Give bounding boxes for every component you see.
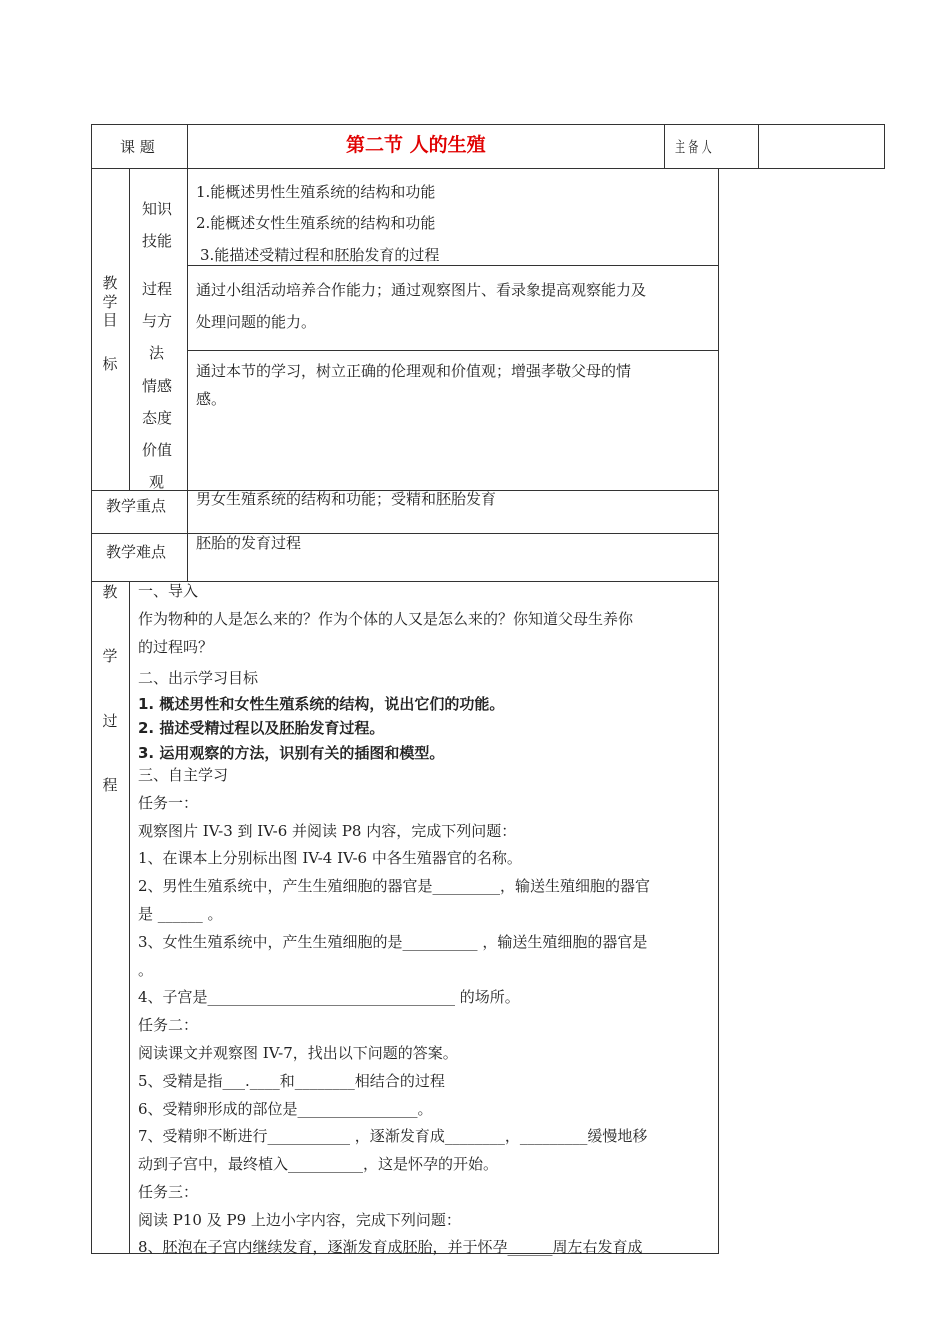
process-line: 二、出示学习目标 (138, 669, 259, 687)
process-line: 6、受精卵形成的部位是________________。 (138, 1100, 433, 1118)
process-line: 2、男性生殖系统中，产生生殖细胞的器官是_________，输送生殖细胞的器官 (138, 877, 651, 895)
process-line: 是 ______ 。 (138, 905, 223, 923)
process-line: 阅读课文并观察图 IV-7，找出以下问题的答案。 (138, 1044, 458, 1062)
process-line: 7、受精卵不断进行___________ ，逐渐发育成________，_________缓慢地移 (138, 1127, 648, 1145)
knowledge-item: 2.能概述女性生殖系统的结构和功能 (196, 214, 436, 232)
process-line: 任务一： (138, 794, 199, 812)
process-line: 三、自主学习 (138, 766, 229, 784)
process-line: 任务三： (138, 1183, 199, 1201)
process-line: 阅读 P10 及 P9 上边小字内容，完成下列问题： (138, 1211, 461, 1229)
process-line: 3、女性生殖系统中，产生生殖细胞的是__________ ，输送生殖细胞的器官是 (138, 933, 648, 951)
process-line: 1. 概述男性和女性生殖系统的结构，说出它们的功能。 (138, 695, 505, 713)
process-line: 8、胚泡在子宫内继续发育，逐渐发育成胚胎，并于怀孕______周左右发育成 (138, 1238, 643, 1256)
knowledge-item: 3.能描述受精过程和胚胎发育的过程 (200, 246, 440, 264)
process-line: 任务二： (138, 1016, 199, 1034)
knowledge-item: 1.能概述男性生殖系统的结构和功能 (196, 183, 436, 201)
process-line: 。 (138, 961, 154, 979)
key-points-label: 教学重点 (106, 497, 167, 515)
process-line: 2. 描述受精过程以及胚胎发育过程。 (138, 719, 385, 737)
process-line: 动到子宫中，最终植入__________，这是怀孕的开始。 (138, 1155, 499, 1173)
process-line: 5、受精是指___.____和________相结合的过程 (138, 1072, 445, 1090)
difficult-points-label: 教学难点 (106, 543, 167, 561)
topic-label: 课 题 (120, 138, 155, 156)
process-line: 3. 运用观察的方法，识别有关的插图和模型。 (138, 744, 445, 762)
process-line: 作为物种的人是怎么来的？作为个体的人又是怎么来的？你知道父母生养你 (138, 610, 634, 628)
preparer-label: 主 备 人 (675, 138, 712, 156)
process-line: 观察图片 IV-3 到 IV-6 并阅读 P8 内容，完成下列问题： (138, 822, 517, 840)
process-line: 一、导入 (138, 582, 199, 600)
page-title: 第二节 人的生殖 (346, 134, 486, 156)
difficult-points-text: 胚胎的发育过程 (196, 534, 302, 552)
process-line: 1、在课本上分别标出图 IV-4 IV-6 中各生殖器官的名称。 (138, 849, 522, 867)
process-line: 的过程吗？ (138, 638, 214, 656)
key-points-text: 男女生殖系统的结构和功能；受精和胚胎发育 (196, 490, 497, 508)
process-line: 4、子宫是_________________________________ 的场所。 (138, 988, 520, 1006)
